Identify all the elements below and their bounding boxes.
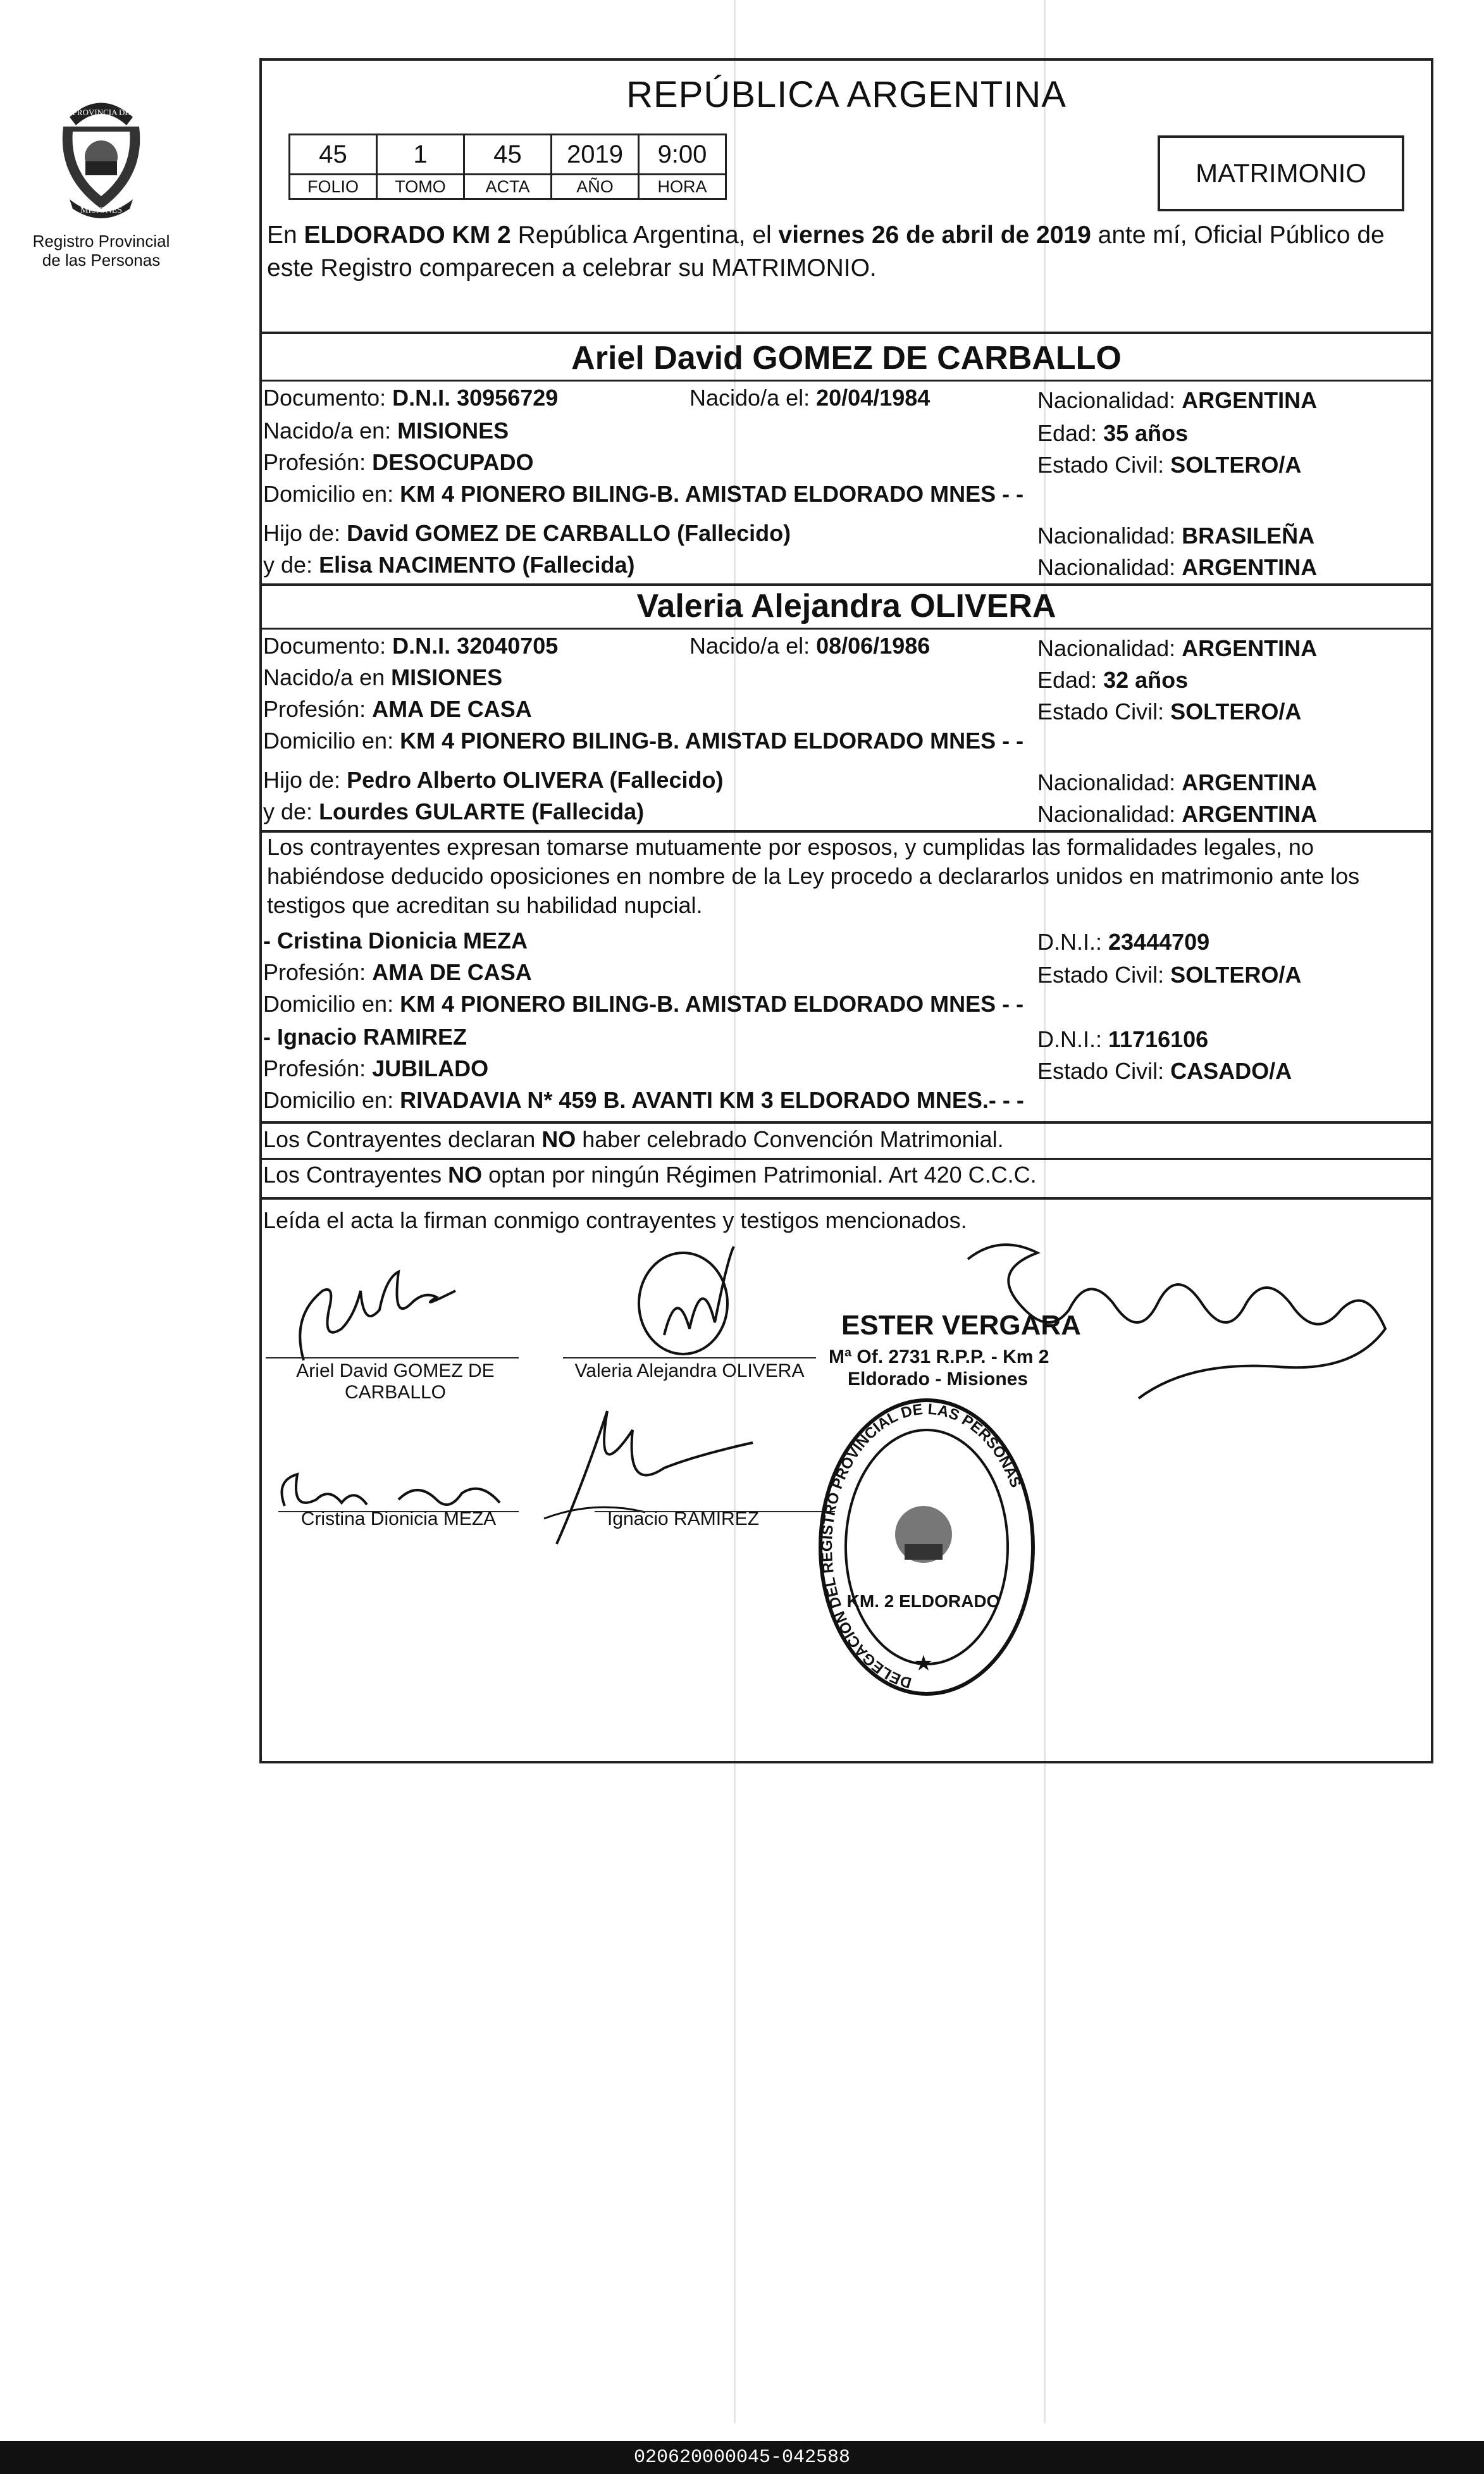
spouse1-mother-nationality: Nacionalidad: ARGENTINA bbox=[1037, 554, 1318, 580]
spouse2-address: Domicilio en: KM 4 PIONERO BILING-B. AMISTAD ELDORADO MNES - - bbox=[263, 728, 1024, 754]
act-type-box: MATRIMONIO bbox=[1158, 135, 1404, 211]
anio-value: 2019 bbox=[552, 135, 639, 175]
closing-statement: Leída el acta la firman conmigo contrayentes y testigos mencionados. bbox=[263, 1207, 967, 1233]
witness2-name: - Ignacio RAMIREZ bbox=[263, 1024, 467, 1050]
divider bbox=[262, 628, 1431, 630]
intro-date: viernes 26 de abril de 2019 bbox=[778, 221, 1091, 249]
official-registration: Mª Of. 2731 R.P.P. - Km 2 bbox=[829, 1346, 1049, 1367]
spouse1-civil-status: Estado Civil: SOLTERO/A bbox=[1037, 452, 1302, 478]
spouse1-birthplace: Nacido/a en: MISIONES bbox=[263, 418, 509, 444]
witness2-profession: Profesión: JUBILADO bbox=[263, 1055, 489, 1081]
divider bbox=[262, 1121, 1431, 1124]
spouse1-document: Documento: D.N.I. 30956729 bbox=[263, 385, 559, 411]
spouse2-father-nationality: Nacionalidad: ARGENTINA bbox=[1037, 769, 1318, 795]
declaration-paragraph: Los contrayentes expresan tomarse mutuamente por esposos, y cumplidas las formalidades legales, no habiéndose deducido oposiciones en nombre de la Ley procedo a declararlos unidos en matrimonio ante los testigos que acreditan su habilidad nupcial. bbox=[267, 834, 1360, 918]
witness1-address: Domicilio en: KM 4 PIONERO BILING-B. AMISTAD ELDORADO MNES - - bbox=[263, 991, 1024, 1017]
acta-label: ACTA bbox=[464, 175, 552, 199]
spouse2-birthdate: Nacido/a el: 08/06/1986 bbox=[689, 633, 931, 659]
spouse2-mother-nationality: Nacionalidad: ARGENTINA bbox=[1037, 801, 1318, 827]
intro-paragraph: En ELDORADO KM 2 República Argentina, el viernes 26 de abril de 2019 ante mí, Oficial Público de este Registro comparecen a celebrar su MATRIMONIO. bbox=[267, 221, 1385, 282]
signature-caption-spouse1: Ariel David GOMEZ DE CARBALLO bbox=[296, 1360, 495, 1403]
witness1-dni: D.N.I.: 23444709 bbox=[1037, 929, 1210, 955]
svg-text:PROVINCIA DE: PROVINCIA DE bbox=[72, 108, 130, 117]
witness1-profession: Profesión: AMA DE CASA bbox=[263, 959, 532, 985]
tomo-value: 1 bbox=[377, 135, 464, 175]
document-title: REPÚBLICA ARGENTINA bbox=[626, 74, 1067, 115]
registry-seal-stamp bbox=[813, 1392, 1041, 1708]
spouse2-name: Valeria Alejandra OLIVERA bbox=[636, 588, 1056, 625]
convention-statement: Los Contrayentes declaran NO haber celebrado Convención Matrimonial. bbox=[263, 1126, 1004, 1152]
witness2-dni: D.N.I.: 11716106 bbox=[1037, 1026, 1209, 1052]
divider bbox=[262, 583, 1431, 586]
spouse2-document: Documento: D.N.I. 32040705 bbox=[263, 633, 559, 659]
official-name: ESTER VERGARA bbox=[841, 1310, 1081, 1341]
spouse2-nationality: Nacionalidad: ARGENTINA bbox=[1037, 635, 1318, 661]
logo-caption-line2: de las Personas bbox=[42, 251, 161, 270]
spouse2-birthplace: Nacido/a en MISIONES bbox=[263, 664, 503, 690]
spouse2-age: Edad: 32 años bbox=[1037, 667, 1189, 693]
province-emblem-icon bbox=[57, 82, 145, 228]
signature-spouse2 bbox=[620, 1234, 772, 1373]
spouse1-age: Edad: 35 años bbox=[1037, 420, 1189, 446]
svg-text:DELEGACION DEL REGISTRO PROVIN: DELEGACION DEL REGISTRO PROVINCIAL DE LAS PERSONAS bbox=[818, 1400, 1025, 1692]
signature-line bbox=[563, 1357, 816, 1358]
regime-statement: Los Contrayentes NO optan por ningún Régimen Patrimonial. Art 420 C.C.C. bbox=[263, 1162, 1037, 1188]
folio-value: 45 bbox=[290, 135, 377, 175]
witness2-address: Domicilio en: RIVADAVIA N* 459 B. AVANTI KM 3 ELDORADO MNES.- - - bbox=[263, 1087, 1024, 1113]
spouse2-mother: y de: Lourdes GULARTE (Fallecida) bbox=[263, 799, 645, 824]
witness1-name: - Cristina Dionicia MEZA bbox=[263, 928, 528, 954]
spouse1-birthdate: Nacido/a el: 20/04/1984 bbox=[689, 385, 931, 411]
spouse2-profession: Profesión: AMA DE CASA bbox=[263, 696, 532, 722]
document-id-footer: 020620000045-042588 bbox=[0, 2441, 1484, 2474]
divider bbox=[262, 1197, 1431, 1200]
anio-label: AÑO bbox=[552, 175, 639, 199]
tomo-label: TOMO bbox=[377, 175, 464, 199]
spouse1-name: Ariel David GOMEZ DE CARBALLO bbox=[571, 340, 1122, 376]
svg-text:MISIONES: MISIONES bbox=[80, 206, 123, 215]
signature-caption-spouse2: Valeria Alejandra OLIVERA bbox=[574, 1360, 805, 1381]
spouse1-mother: y de: Elisa NACIMENTO (Fallecida) bbox=[263, 552, 635, 578]
intro-place: ELDORADO KM 2 bbox=[304, 221, 511, 249]
registry-logo bbox=[32, 82, 171, 270]
spouse1-father: Hijo de: David GOMEZ DE CARBALLO (Fallecido) bbox=[263, 520, 791, 546]
witness1-civil-status: Estado Civil: SOLTERO/A bbox=[1037, 962, 1302, 988]
folio-label: FOLIO bbox=[290, 175, 377, 199]
spouse1-nationality: Nacionalidad: ARGENTINA bbox=[1037, 387, 1318, 413]
svg-text:KM. 2 ELDORADO: KM. 2 ELDORADO bbox=[846, 1591, 1001, 1611]
divider bbox=[262, 1158, 1431, 1160]
witness2-civil-status: Estado Civil: CASADO/A bbox=[1037, 1058, 1292, 1084]
divider bbox=[262, 332, 1431, 334]
svg-text:★: ★ bbox=[913, 1651, 934, 1675]
signature-line bbox=[266, 1357, 519, 1358]
hora-label: HORA bbox=[639, 175, 726, 199]
signature-caption-witness2: Ignacio RAMIREZ bbox=[607, 1508, 760, 1529]
registry-data-table bbox=[288, 134, 727, 200]
logo-caption-line1: Registro Provincial bbox=[32, 232, 170, 251]
spouse2-father: Hijo de: Pedro Alberto OLIVERA (Fallecido) bbox=[263, 767, 724, 793]
signature-caption-witness1: Cristina Dionicia MEZA bbox=[300, 1508, 497, 1529]
hora-value: 9:00 bbox=[639, 135, 726, 175]
spouse2-civil-status: Estado Civil: SOLTERO/A bbox=[1037, 699, 1302, 724]
official-location: Eldorado - Misiones bbox=[848, 1369, 1029, 1389]
spouse1-address: Domicilio en: KM 4 PIONERO BILING-B. AMISTAD ELDORADO MNES - - bbox=[263, 481, 1024, 507]
spouse1-profession: Profesión: DESOCUPADO bbox=[263, 449, 534, 475]
divider bbox=[262, 380, 1431, 382]
acta-value: 45 bbox=[464, 135, 552, 175]
spouse1-father-nationality: Nacionalidad: BRASILEÑA bbox=[1037, 523, 1315, 549]
